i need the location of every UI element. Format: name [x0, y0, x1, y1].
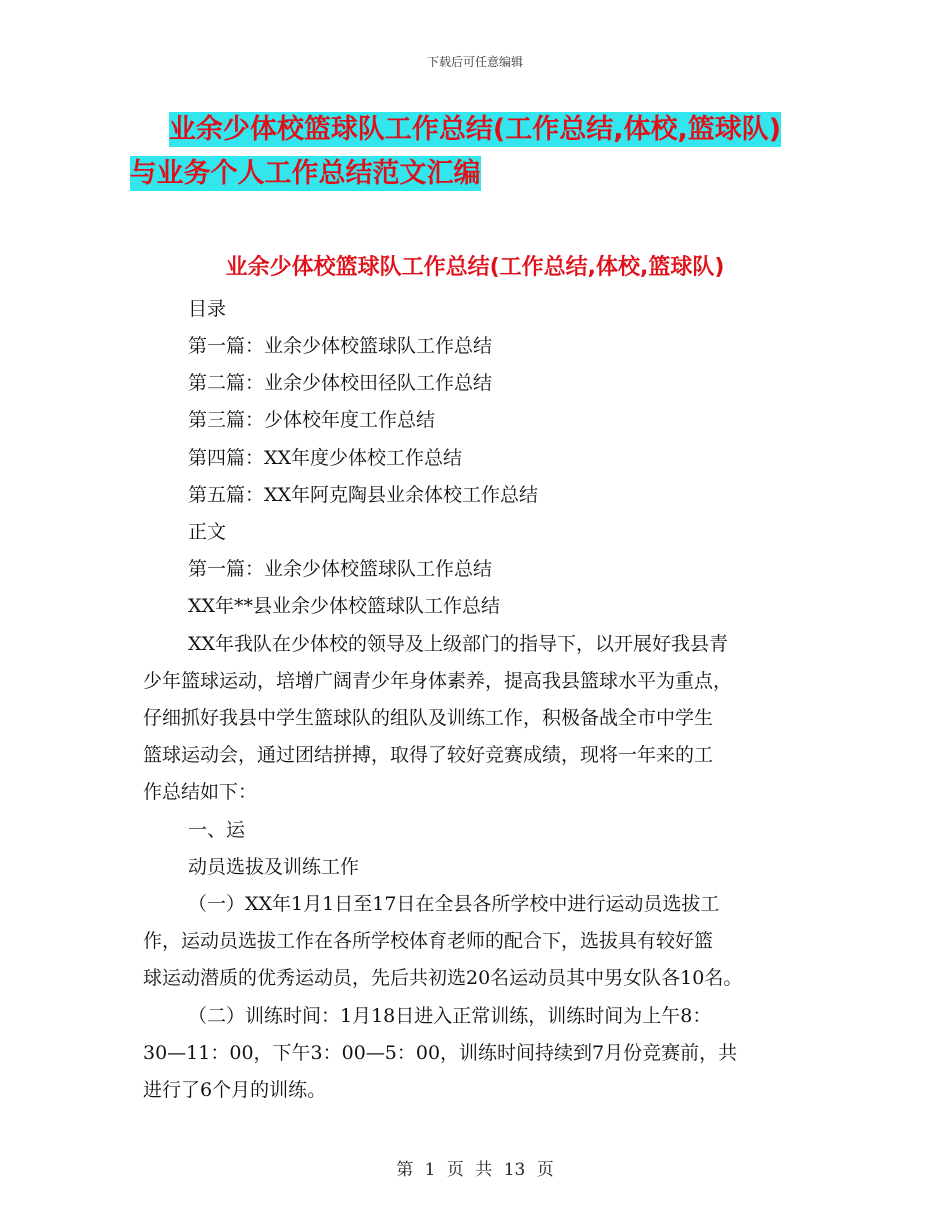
paragraph-line: XX年我队在少体校的领导及上级部门的指导下，以开展好我县青 [188, 633, 729, 655]
toc-item: 第一篇：业余少体校篮球队工作总结 [188, 335, 493, 357]
section-heading: 一、运 [188, 819, 246, 841]
body-heading: 正文 [188, 521, 227, 543]
paragraph-line: 30—11：00，下午3：00—5：00，训练时间持续到7月份竞赛前，共 [143, 1042, 738, 1064]
main-title-line1: 业余少体校篮球队工作总结(工作总结,体校,篮球队) [168, 114, 782, 145]
paragraph-line: （一）XX年1月1日至17日在全县各所学校中进行运动员选拔工 [188, 893, 720, 915]
chapter-title: 第一篇：业余少体校篮球队工作总结 [188, 558, 493, 580]
toc-item: 第五篇：XX年阿克陶县业余体校工作总结 [188, 484, 539, 506]
paragraph-line: 作总结如下： [143, 781, 258, 803]
paragraph-line: 作，运动员选拔工作在各所学校体育老师的配合下，选拔具有较好篮 [143, 930, 714, 952]
paragraph-line: 少年篮球运动，培增广阔青少年身体素养，提高我县篮球水平为重点， [143, 670, 733, 692]
toc-item: 第三篇：少体校年度工作总结 [188, 409, 436, 431]
article-title: XX年**县业余少体校篮球队工作总结 [188, 595, 501, 617]
section-heading: 动员选拔及训练工作 [188, 856, 360, 878]
main-title-line2: 与业务个人工作总结范文汇编 [129, 158, 481, 189]
section-title: 业余少体校篮球队工作总结(工作总结,体校,篮球队) [225, 255, 725, 280]
toc-item: 第二篇：业余少体校田径队工作总结 [188, 372, 493, 394]
header-note: 下载后可任意编辑 [426, 55, 523, 69]
paragraph-line: 仔细抓好我县中学生篮球队的组队及训练工作，积极备战全市中学生 [143, 707, 714, 729]
toc-item: 第四篇：XX年度少体校工作总结 [188, 447, 463, 469]
paragraph-line: 进行了6个月的训练。 [143, 1079, 327, 1101]
paragraph-line: 球运动潜质的优秀运动员，先后共初选20名运动员其中男女队各10名。 [143, 967, 743, 989]
paragraph-line: 篮球运动会，通过团结拼搏，取得了较好竞赛成绩，现将一年来的工 [143, 744, 714, 766]
page-number: 第 1 页 共 13 页 [396, 1160, 554, 1180]
paragraph-line: （二）训练时间：1月18日进入正常训练，训练时间为上午8： [188, 1005, 712, 1027]
toc-heading: 目录 [188, 298, 227, 320]
